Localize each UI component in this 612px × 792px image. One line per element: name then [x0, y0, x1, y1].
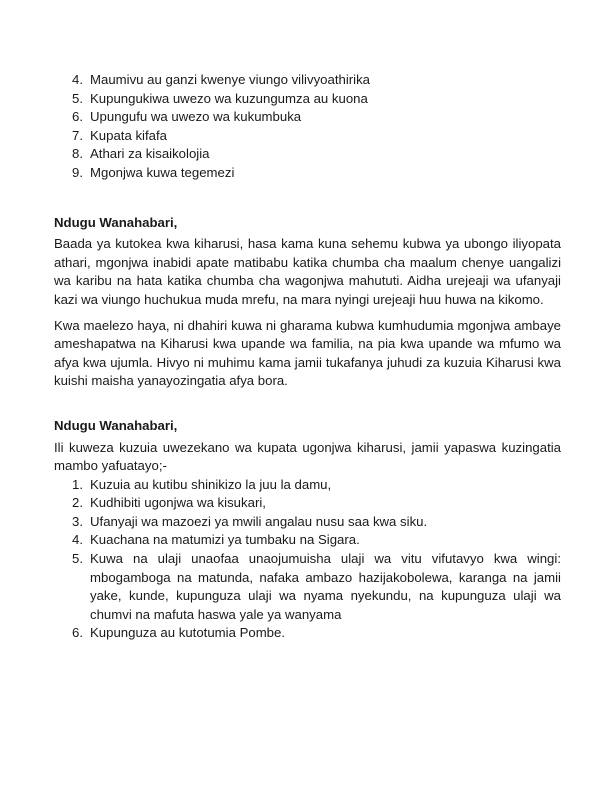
paragraph: Kwa maelezo haya, ni dhahiri kuwa ni gharama kubwa kumhudumia mgonjwa ambaye ameshapatwa na Kiharusi kwa upande wa familia, na pia kwa upande wa mfumo wa afya kwa ujumla. Hivyo ni muhimu kama jamii tukafanya juhudi za kuzuia Kiharusi kwa kuishi maisha yanayozingatia afya bora.: [54, 317, 561, 389]
list-item: [54, 513, 561, 532]
list-number: 7.: [72, 127, 83, 143]
list-text: Kuzuia au kutibu shinikizo la juu la damu,: [90, 476, 332, 492]
list-item: [54, 108, 561, 127]
list-number: 4.: [72, 532, 83, 548]
paragraph-intro: Ili kuweza kuzuia uwezekano wa kupata ugonjwa kiharusi, jamii yapaswa kuzingatia mambo yafuatayo;-: [54, 439, 561, 474]
list-text: Kupata kifafa: [90, 127, 167, 143]
list-text: Upungufu wa uwezo wa kukumbuka: [90, 109, 302, 125]
list-item: [54, 494, 561, 513]
list-item: [54, 550, 561, 624]
list-number: 1.: [72, 476, 83, 492]
list-item: [54, 476, 561, 495]
list-number: 2.: [72, 495, 83, 511]
list-text: Mgonjwa kuwa tegemezi: [90, 164, 235, 180]
list-number: 4.: [72, 72, 83, 87]
section-heading: Ndugu Wanahabari,: [54, 417, 178, 433]
consequences-list: [54, 71, 561, 183]
list-item: [54, 164, 561, 183]
list-text: Kudhibiti ugonjwa wa kisukari,: [90, 495, 266, 511]
list-item: [54, 624, 561, 643]
list-number: 5.: [72, 90, 83, 106]
list-item: [54, 71, 561, 90]
list-item: [54, 145, 561, 164]
list-item: [54, 90, 561, 109]
section-heading: Ndugu Wanahabari,: [54, 214, 178, 230]
prevention-list: [54, 476, 561, 643]
list-number: 6.: [72, 625, 83, 641]
list-text: Kupungukiwa uwezo wa kuzungumza au kuona: [90, 90, 368, 106]
list-text: Athari za kisaikolojia: [90, 146, 210, 162]
list-text: Kuwa na ulaji unaofaa unaojumuisha ulaji wa vitu vifutavyo kwa wingi: mbogamboga na matunda, nafaka ambazo hazijakobolewa, karanga na jamii yake, kunde, kupunguza ulaji wa nyama nyekundu, na kupunguza ulaji wa chumvi na mafuta haswa yale ya wanyama: [90, 551, 561, 622]
list-text: Maumivu au ganzi kwenye viungo vilivyoathirika: [90, 72, 371, 87]
list-number: 3.: [72, 513, 83, 529]
list-item: [54, 127, 561, 146]
list-text: Kuachana na matumizi ya tumbaku na Sigara.: [90, 532, 360, 548]
list-number: 9.: [72, 164, 83, 180]
document-page: [54, 71, 561, 643]
list-text: Kupunguza au kutotumia Pombe.: [90, 625, 286, 641]
list-item: [54, 531, 561, 550]
list-number: 5.: [72, 551, 83, 567]
list-number: 8.: [72, 146, 83, 162]
list-number: 6.: [72, 109, 83, 125]
list-text: Ufanyaji wa mazoezi ya mwili angalau nusu saa kwa siku.: [90, 513, 428, 529]
paragraph: Baada ya kutokea kwa kiharusi, hasa kama kuna sehemu kubwa ya ubongo iliyopata athari, mgonjwa inabidi apate matibabu katika chumba cha maalum chenye uangalizi wa karibu na hata katika chumba cha wagonjwa mahututi. Aidha urejeaji wa ufanyaji kazi wa viungo huchukua muda mrefu, na mara nyingi urejeaji huu huwa na kikomo.: [54, 236, 561, 307]
